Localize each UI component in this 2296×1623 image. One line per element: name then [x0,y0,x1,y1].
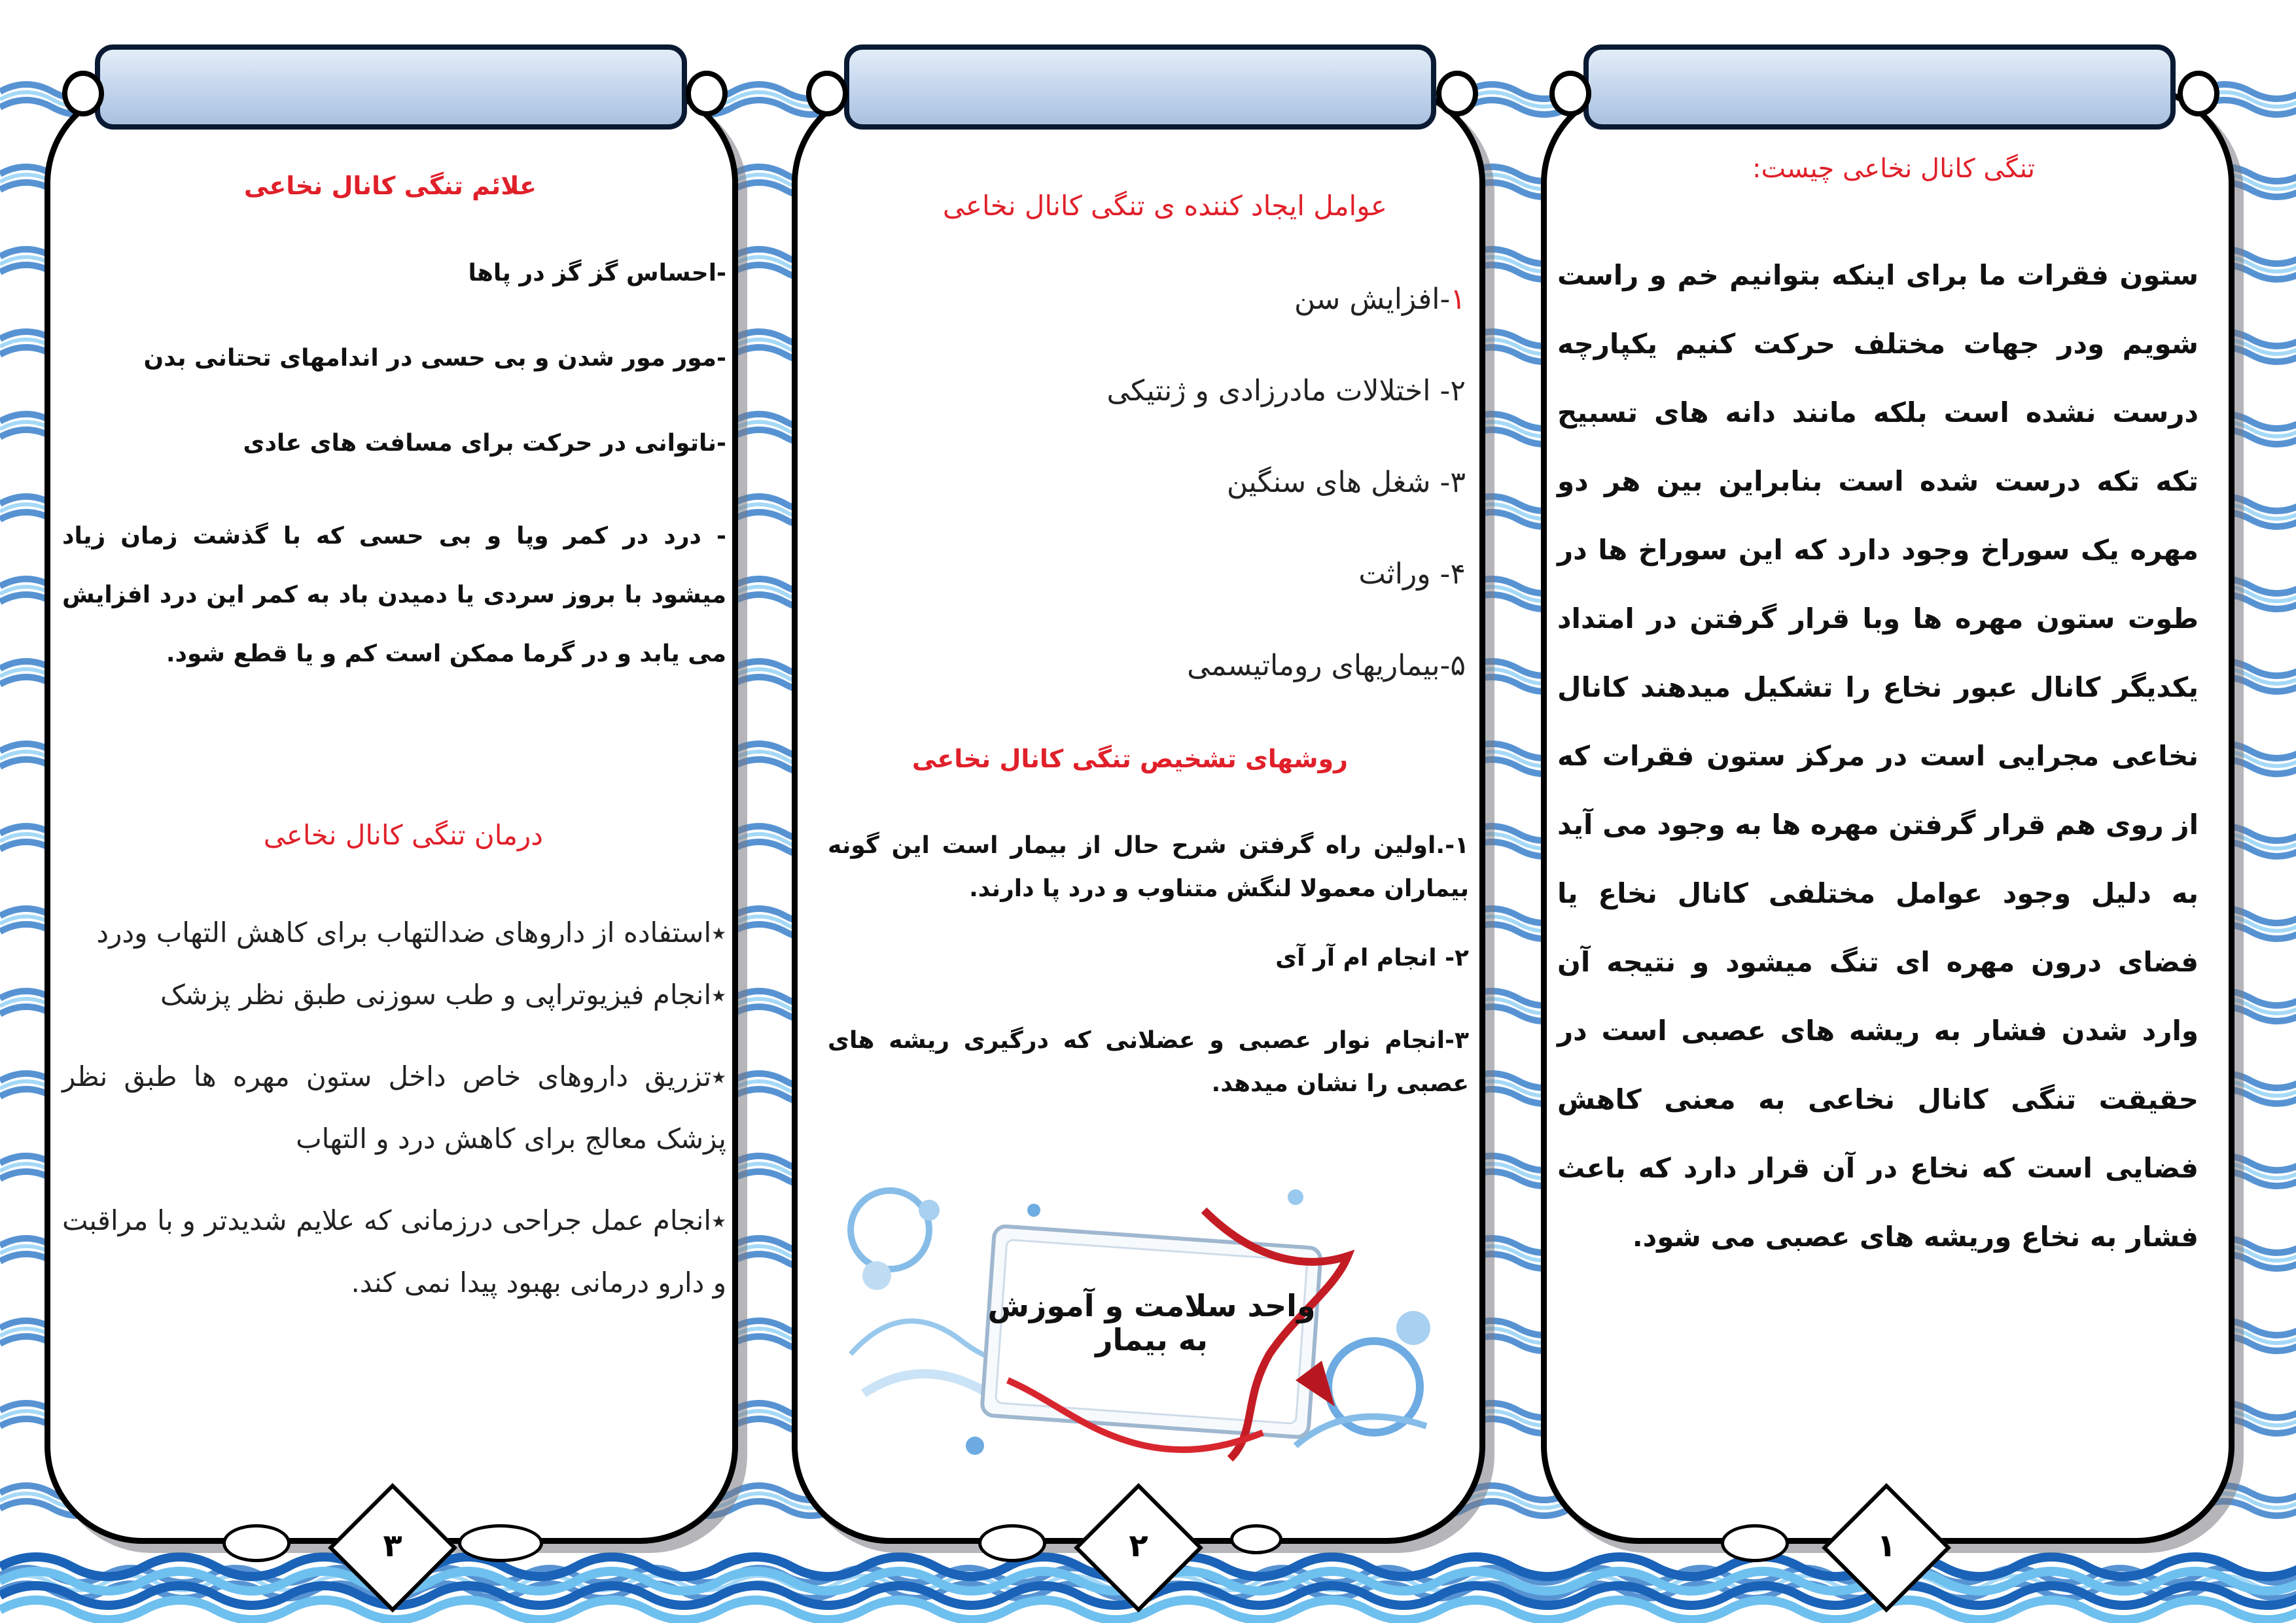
panel-3-header-tab [95,44,687,130]
diagnosis-item: ۳-انجام نوار عصبی و عضلانی که درگیری ریشه های عصبی را نشان میدهد. [828,1027,1469,1097]
cause-item: ۲- اختلالات مادرزادی و ژنتیکی [1106,374,1466,408]
cause-item: ۱-افزایش سن [1294,283,1466,316]
symptoms-title: علائم تنگی کانال نخاعی [243,171,537,200]
causes-title: عوامل ایجاد کننده ی تنگی کانال نخاعی [942,190,1387,222]
treatment-item: ٭انجام فیزیوتراپی و طب سوزنی طبق نظر پزشک [160,979,726,1011]
symptom-item: - درد در کمر وپا و بی حسی که با گذشت زمان زیاد میشود با بروز سردی یا دمیدن باد به کمر این درد افزایش می یابد و در گرما ممکن است کم و یا قطع شود. [62,523,726,667]
panel-2-bottom-pill-left [978,1524,1046,1562]
treatment-item: ٭انجام عمل جراحی درزمانی که علایم شدیدتر و با مراقبت و دارو درمانی بهبود پیدا نمی کند. [62,1204,726,1299]
symptom-item: -ناتوانی در حرکت برای مسافت های عادی [243,430,726,457]
panel-2-header-tab [844,44,1436,130]
panel-2-bottom-pill-right [1230,1524,1282,1554]
panel-3-left-knob [62,71,104,116]
causes-list [838,280,1466,738]
panel-3-bottom-pill-right [458,1524,543,1562]
treatment-item: ٭تزریق داروهای خاص داخل ستون مهره ها طبق نظر پزشک معالج برای کاهش درد و التهاب [62,1060,726,1155]
treatment-title: درمان تنگی کانال نخاعی [263,819,543,851]
diagnosis-item: ۲- انجام ام آر آی [1275,945,1469,971]
health-education-unit-label: واحد سلامت و آموزش به بیمار [987,1288,1316,1357]
panel-3-page-number: ۳ [383,1527,402,1564]
cause-item: ۴- وراثت [1358,557,1466,591]
panel-1-left-knob [1549,71,1591,116]
symptoms-list [62,252,726,684]
symptom-item: -احساس گز گز در پاها [468,260,726,287]
treatments-list [62,901,726,1314]
panel-2-left-knob [806,71,848,116]
panel-2-page-number: ۲ [1129,1527,1148,1564]
cause-item: ۵-بیماریهای روماتیسمی [1187,649,1466,682]
panel-1-header-tab [1583,44,2176,130]
panel-1-body: ستون فقرات ما برای اینکه بتوانیم خم و راست شویم ودر جهات مختلف حرکت کنیم یکپارچه درست نشده است بلکه مانند دانه های تسبیح تکه تکه درست شده است بنابراین بین هر دو مهره یک سوراخ وجود دارد که این سوراخ ها در طوت ستون مهره ها وبا قرار گرفتن در امتداد یکدیگر کانال عبور نخاع را تشکیل میدهند کانال نخاعی مجرایی است در مرکز ستون فقرات که از روی هم قرار گرفتن مهره ها به وجود می آید به دلیل وجود عوامل مختلفی کانال نخاع یا فضای درون مهره ای تنگ میشود و نتیجه آن وارد شدن فشار به ریشه های عصبی است در حقیقت تنگی کانال نخاعی به معنی کاهش فضایی است که نخاع در آن قرار دارد که باعث فشار به نخاع وریشه های عصبی می شود. [1557,259,2199,1253]
panel-3-bottom-pill-left [222,1524,291,1562]
diagnosis-item: ۱-.اولین راه گرفتن شرح حال از بیمار است این گونه بیماران معمولا لنگش متناوب و درد پا دارند. [828,832,1469,902]
treatment-item: ٭استفاده از داروهای ضدالتهاب برای کاهش التهاب ودرد [96,916,726,949]
panel-1-bottom-pill-left [1721,1524,1789,1562]
cause-item: ۳- شغل های سنگین [1226,466,1466,499]
panel-1-title: تنگی کانال نخاعی چیست: [1752,154,2035,184]
diagnosis-list [828,824,1469,1106]
symptom-item: -مور مور شدن و بی حسی در اندامهای تحتانی بدن [143,345,726,372]
panel-3-right-knob [686,71,728,116]
panel-2-right-knob [1436,71,1478,116]
panel-1-right-knob [2178,71,2219,116]
panel-1-page-number: ۱ [1877,1527,1896,1564]
diagnosis-title: روشهای تشخیص تنگی کانال نخاعی [911,744,1348,773]
